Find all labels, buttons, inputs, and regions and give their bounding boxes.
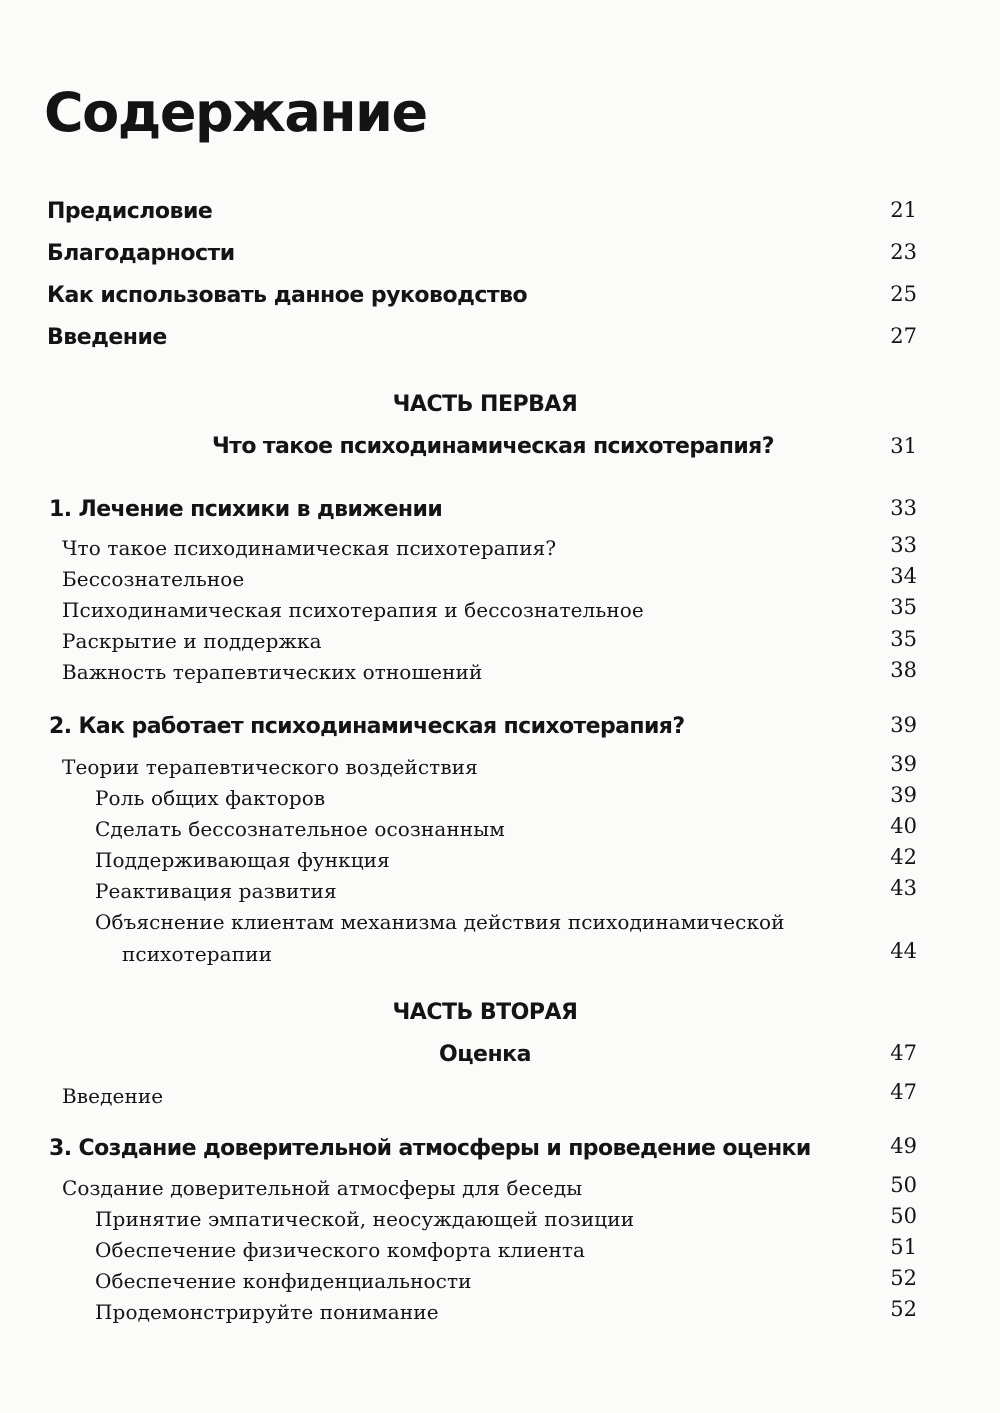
page-number: 23 — [890, 240, 917, 264]
subsection-entry: Продемонстрируйте понимание — [95, 1300, 439, 1324]
page-number: 33 — [890, 496, 917, 520]
subsection-entry: Сделать бессознательное осознанным — [95, 817, 505, 841]
chapter-2-title: 2. Как работает психодинамическая психотерапия? — [49, 714, 685, 739]
section-entry: Что такое психодинамическая психотерапия? — [62, 536, 557, 560]
page-number: 50 — [890, 1204, 917, 1228]
page-number: 51 — [890, 1235, 917, 1259]
page-number: 47 — [890, 1080, 917, 1104]
toc-entry-how-to-use: Как использовать данное руководство — [47, 283, 528, 308]
page-number: 39 — [890, 783, 917, 807]
page-number: 44 — [890, 939, 917, 963]
subsection-entry: Реактивация развития — [95, 879, 337, 903]
page-number: 25 — [890, 282, 917, 306]
page-number: 31 — [890, 434, 917, 458]
page-number: 35 — [890, 627, 917, 651]
chapter-3-title: 3. Создание доверительной атмосферы и проведение оценки — [49, 1136, 811, 1161]
subsection-entry: Объяснение клиентам механизма действия психодинамической — [95, 910, 785, 934]
page-number: 35 — [890, 595, 917, 619]
section-entry: Раскрытие и поддержка — [62, 629, 322, 653]
page-number: 38 — [890, 658, 917, 682]
page-number: 52 — [890, 1297, 917, 1321]
page-number: 39 — [890, 713, 917, 737]
subsection-entry: Обеспечение физического комфорта клиента — [95, 1238, 586, 1262]
page-number: 40 — [890, 814, 917, 838]
subsection-entry: Роль общих факторов — [95, 786, 326, 810]
part-one-label: ЧАСТЬ ПЕРВАЯ — [392, 392, 578, 417]
page-number: 21 — [890, 198, 917, 222]
subsection-entry: Обеспечение конфиденциальности — [95, 1269, 472, 1293]
toc-entry-preface: Предисловие — [47, 199, 213, 224]
section-entry: Введение — [62, 1084, 164, 1108]
section-entry: Важность терапевтических отношений — [62, 660, 483, 684]
page-number: 43 — [890, 876, 917, 900]
page-number: 33 — [890, 533, 917, 557]
page-number: 50 — [890, 1173, 917, 1197]
section-entry: Создание доверительной атмосферы для беседы — [62, 1176, 583, 1200]
section-entry: Психодинамическая психотерапия и бессознательное — [62, 598, 644, 622]
toc-entry-introduction: Введение — [47, 325, 167, 350]
page-number: 27 — [890, 324, 917, 348]
toc-entry-acknowledgements: Благодарности — [47, 241, 235, 266]
part-two-title: Оценка — [439, 1042, 531, 1067]
subsection-entry: Принятие эмпатической, неосуждающей позиции — [95, 1207, 635, 1231]
page-number: 34 — [890, 564, 917, 588]
section-entry: Теории терапевтического воздействия — [62, 755, 478, 779]
page-number: 42 — [890, 845, 917, 869]
page-number: 39 — [890, 752, 917, 776]
section-entry: Бессознательное — [62, 567, 245, 591]
subsection-entry: Поддерживающая функция — [95, 848, 390, 872]
page-title: Содержание — [44, 81, 427, 144]
page-number: 49 — [890, 1134, 917, 1158]
part-one-title: Что такое психодинамическая психотерапия? — [212, 434, 774, 459]
page-number: 47 — [890, 1041, 917, 1065]
part-two-label: ЧАСТЬ ВТОРАЯ — [392, 1000, 578, 1025]
chapter-1-title: 1. Лечение психики в движении — [49, 497, 443, 522]
page-number: 52 — [890, 1266, 917, 1290]
subsection-entry-continuation: психотерапии — [122, 942, 272, 966]
